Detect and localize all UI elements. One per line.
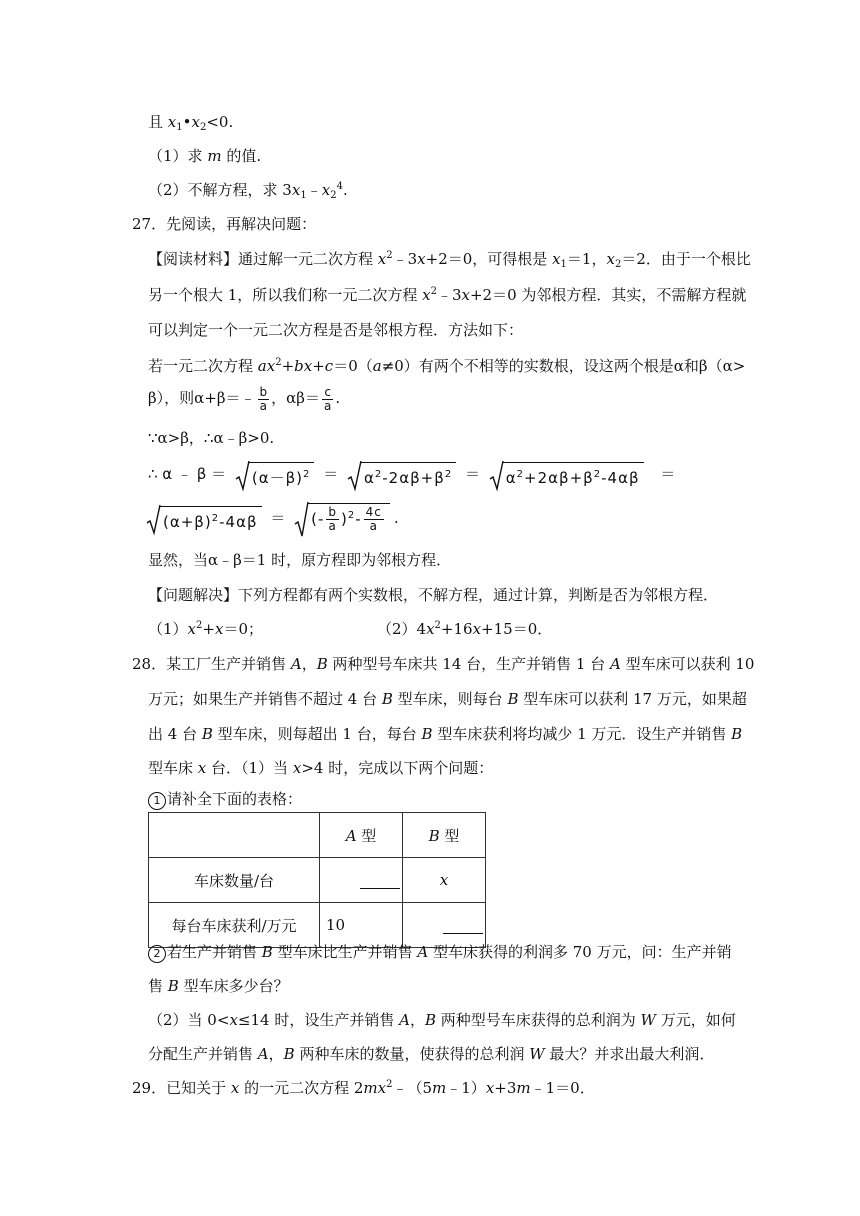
q28-line2: 万元；如果生产并销售不超过 4 台 B 型车床，则每台 B 型车床可以获利 17 万元，如果超 [148,690,747,708]
radical-1: $(\alpha-\beta)^2$ [235,460,315,490]
q28-sub2: 2 若生产并销售 B 型车床比生产并销售 A 型车床获得的利润多 70 万元，问：生产并销 [148,942,732,963]
q27-problem: 【问题解决】下列方程都有两个实数根，不解方程，通过计算，判断是否为邻根方程． [148,586,719,604]
q26-part2: （2）不解方程，求 $3x_1﹣x_2^4$. [148,181,348,201]
table-row [149,858,486,903]
q28-part2-cont: 分配生产并销售 A，B 两种车床的数量，使获得的总利润 W 最大？并求出最大利润． [148,1045,715,1063]
q27-derivation-line2: $(\alpha+\beta)^2-4\alpha\beta$ ＝ (- $\frac{b}{a}$ )$^2$- $\frac{4c}{a}$ . [142,500,399,537]
radical-5: (- $\frac{b}{a}$ )$^2$- $\frac{4c}{a}$ [294,501,390,537]
q29-line1: 29．已知关于 x 的一元二次方程 $2mx^2﹣(5m﹣1)x+3m﹣1=0$． [132,1079,595,1097]
blank-b-profit [403,903,486,948]
q28-line1: 28．某工厂生产并销售 A，B 两种型号车床共 14 台，生产并销售 1 台 A 型车床可以获利 10 [132,655,755,673]
radical-4: $(\alpha+\beta)^2-4\alpha\beta$ [146,504,262,534]
q28-sub1: 1 请补全下面的表格： [148,789,302,810]
q27-derivation-line1: ∴ α ﹣ β ＝ $(\alpha-\beta)^2$ ＝ $\alpha^2-2\alpha\beta+\beta^2$ ＝ $\alpha^2+2\alpha\beta+\beta^2-4\alpha\beta$ ＝ [148,458,675,490]
fraction-4c-over-a: $\frac{4c}{a}$ [365,505,382,533]
q27-read-line1: 【阅读材料】通过解一元二次方程 $x^2﹣3x+2=0$，可得根是 $x_1=1$，$x_2=2$．由于一个根比 [148,250,751,270]
table-row-label-profit: 每台车床获利/万元 [149,903,320,948]
table-header-row [149,813,486,858]
table-cell-empty [149,813,320,858]
circled-number-2: 2 [148,945,166,963]
fraction-b-over-a: $\frac{b}{a}$ [259,384,268,413]
q27-read-line2: 另一个根大 1，所以我们称一元二次方程 $x^2﹣3x+2=0$ 为邻根方程．其实，不需解方程就 [148,286,747,304]
q27-read-line4: 若一元二次方程 $ax^2+bx+c=0(a\ne 0)$有两个不相等的实数根，设这两个根是α和β（α> [148,357,746,375]
line-condition: 且 $x_1•x_2<0$. [148,113,234,133]
q27-read-line3: 可以判定一个一元二次方程是否是邻根方程．方法如下： [148,321,524,339]
fraction-c-over-a: $\frac{c}{a}$ [323,384,332,413]
q27-equations: $(1)x^2+x=0$； $(2)4x^2+16x+15=0$． [148,620,553,638]
q28-line3: 出 4 台 B 型车床，则每超出 1 台，每台 B 型车床获利将均减少 1 万元．设生产并销售 B [148,725,743,743]
table-row [149,903,486,948]
table-header-a: A 型 [320,813,403,858]
blank-a-quantity [320,858,403,903]
profit-table [148,812,486,948]
table-row-label-quantity: 车床数量/台 [149,858,320,903]
q27-conclusion: 显然，当α﹣β＝1 时，原方程即为邻根方程． [148,551,452,569]
q28-sub2-cont: 售 B 型车床多少台？ [148,977,289,995]
table-header-b: B 型 [403,813,486,858]
q27-because: ∵α>β，∴α﹣β>0. [148,429,275,447]
cell-a-profit: 10 [320,903,403,948]
cell-b-quantity: x [403,858,486,903]
fraction-b-over-a-2: $\frac{b}{a}$ [328,505,337,533]
radical-2: $\alpha^2-2\alpha\beta+\beta^2$ [347,460,456,490]
q28-line4: 型车床 x 台．（1）当 x>4 时，完成以下两个问题： [148,759,494,777]
radical-3: $\alpha^2+2\alpha\beta+\beta^2-4\alpha\beta$ [489,460,644,490]
q26-part1: （1）求 m 的值. [148,147,262,165]
circled-number-1: 1 [148,792,166,810]
q28-part2: （2）当 0<x≤14 时，设生产并销售 A，B 两种型号车床获得的总利润为 W 万元，如何 [148,1011,736,1029]
q27-vieta: β），则α+β＝﹣ $\frac{b}{a}$ ，αβ＝ $\frac{c}{a}$ . [148,384,341,413]
q27-title: 27．先阅读，再解决问题： [132,215,317,233]
